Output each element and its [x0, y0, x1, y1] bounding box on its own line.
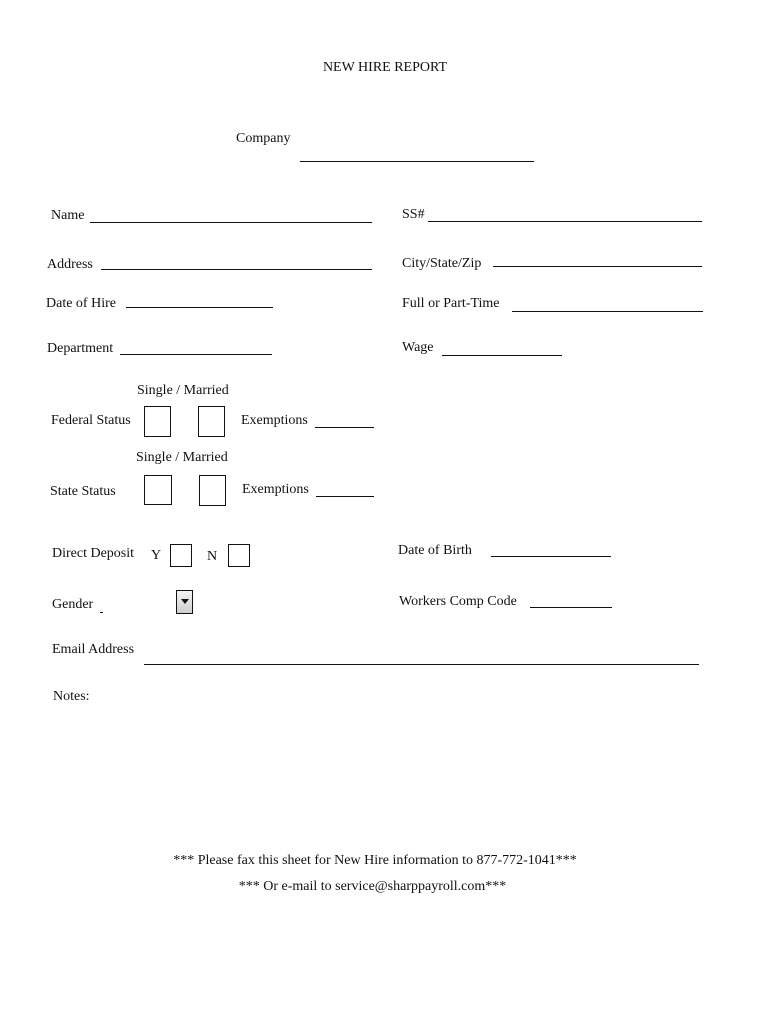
page-title: NEW HIRE REPORT — [322, 60, 448, 75]
federal-married-checkbox[interactable] — [198, 406, 225, 437]
federal-options-label: Single / Married — [137, 383, 229, 398]
department-input-line[interactable] — [120, 354, 272, 355]
name-label: Name — [51, 208, 85, 223]
footer-email-text: *** Or e-mail to service@sharppayroll.com*** — [238, 879, 507, 894]
full-or-part-time-input-line[interactable] — [512, 311, 703, 312]
address-label: Address — [47, 257, 93, 272]
state-exemptions-label: Exemptions — [242, 482, 309, 497]
workers-comp-input-line[interactable] — [530, 607, 612, 608]
direct-deposit-no-checkbox[interactable] — [228, 544, 250, 567]
company-label: Company — [236, 131, 291, 146]
address-input-line[interactable] — [101, 269, 372, 270]
federal-exemptions-input-line[interactable] — [315, 427, 374, 428]
ssn-label: SS# — [402, 207, 425, 222]
footer-fax-text: *** Please fax this sheet for New Hire information to 877-772-1041*** — [173, 853, 577, 868]
state-status-label: State Status — [50, 484, 116, 499]
state-options-label: Single / Married — [136, 450, 228, 465]
state-single-checkbox[interactable] — [144, 475, 172, 505]
date-of-hire-label: Date of Hire — [46, 296, 116, 311]
gender-dropdown[interactable] — [176, 590, 193, 614]
federal-exemptions-label: Exemptions — [241, 413, 308, 428]
name-input-line[interactable] — [90, 222, 372, 223]
state-married-checkbox[interactable] — [199, 475, 226, 506]
direct-deposit-label: Direct Deposit — [52, 546, 135, 561]
notes-label: Notes: — [53, 689, 90, 704]
email-input-line[interactable] — [144, 664, 699, 665]
wage-input-line[interactable] — [442, 355, 562, 356]
chevron-down-icon — [181, 599, 189, 604]
direct-deposit-no-label: N — [207, 549, 218, 564]
federal-single-checkbox[interactable] — [144, 406, 171, 437]
date-of-birth-label: Date of Birth — [398, 543, 472, 558]
date-of-birth-input-line[interactable] — [491, 556, 611, 557]
date-of-hire-input-line[interactable] — [126, 307, 273, 308]
email-label: Email Address — [52, 642, 135, 657]
city-state-zip-label: City/State/Zip — [402, 256, 482, 271]
wage-label: Wage — [402, 340, 434, 355]
full-or-part-time-label: Full or Part-Time — [402, 296, 500, 311]
state-exemptions-input-line[interactable] — [316, 496, 374, 497]
ssn-input-line[interactable] — [428, 221, 702, 222]
gender-label: Gender — [52, 597, 94, 612]
city-state-zip-input-line[interactable] — [493, 266, 702, 267]
workers-comp-label: Workers Comp Code — [399, 594, 517, 609]
direct-deposit-yes-label: Y — [151, 548, 162, 563]
department-label: Department — [47, 341, 114, 356]
notes-area[interactable] — [53, 710, 703, 830]
federal-status-label: Federal Status — [51, 413, 131, 428]
gender-label-underline — [100, 612, 103, 613]
direct-deposit-yes-checkbox[interactable] — [170, 544, 192, 567]
company-input-line[interactable] — [300, 161, 534, 162]
